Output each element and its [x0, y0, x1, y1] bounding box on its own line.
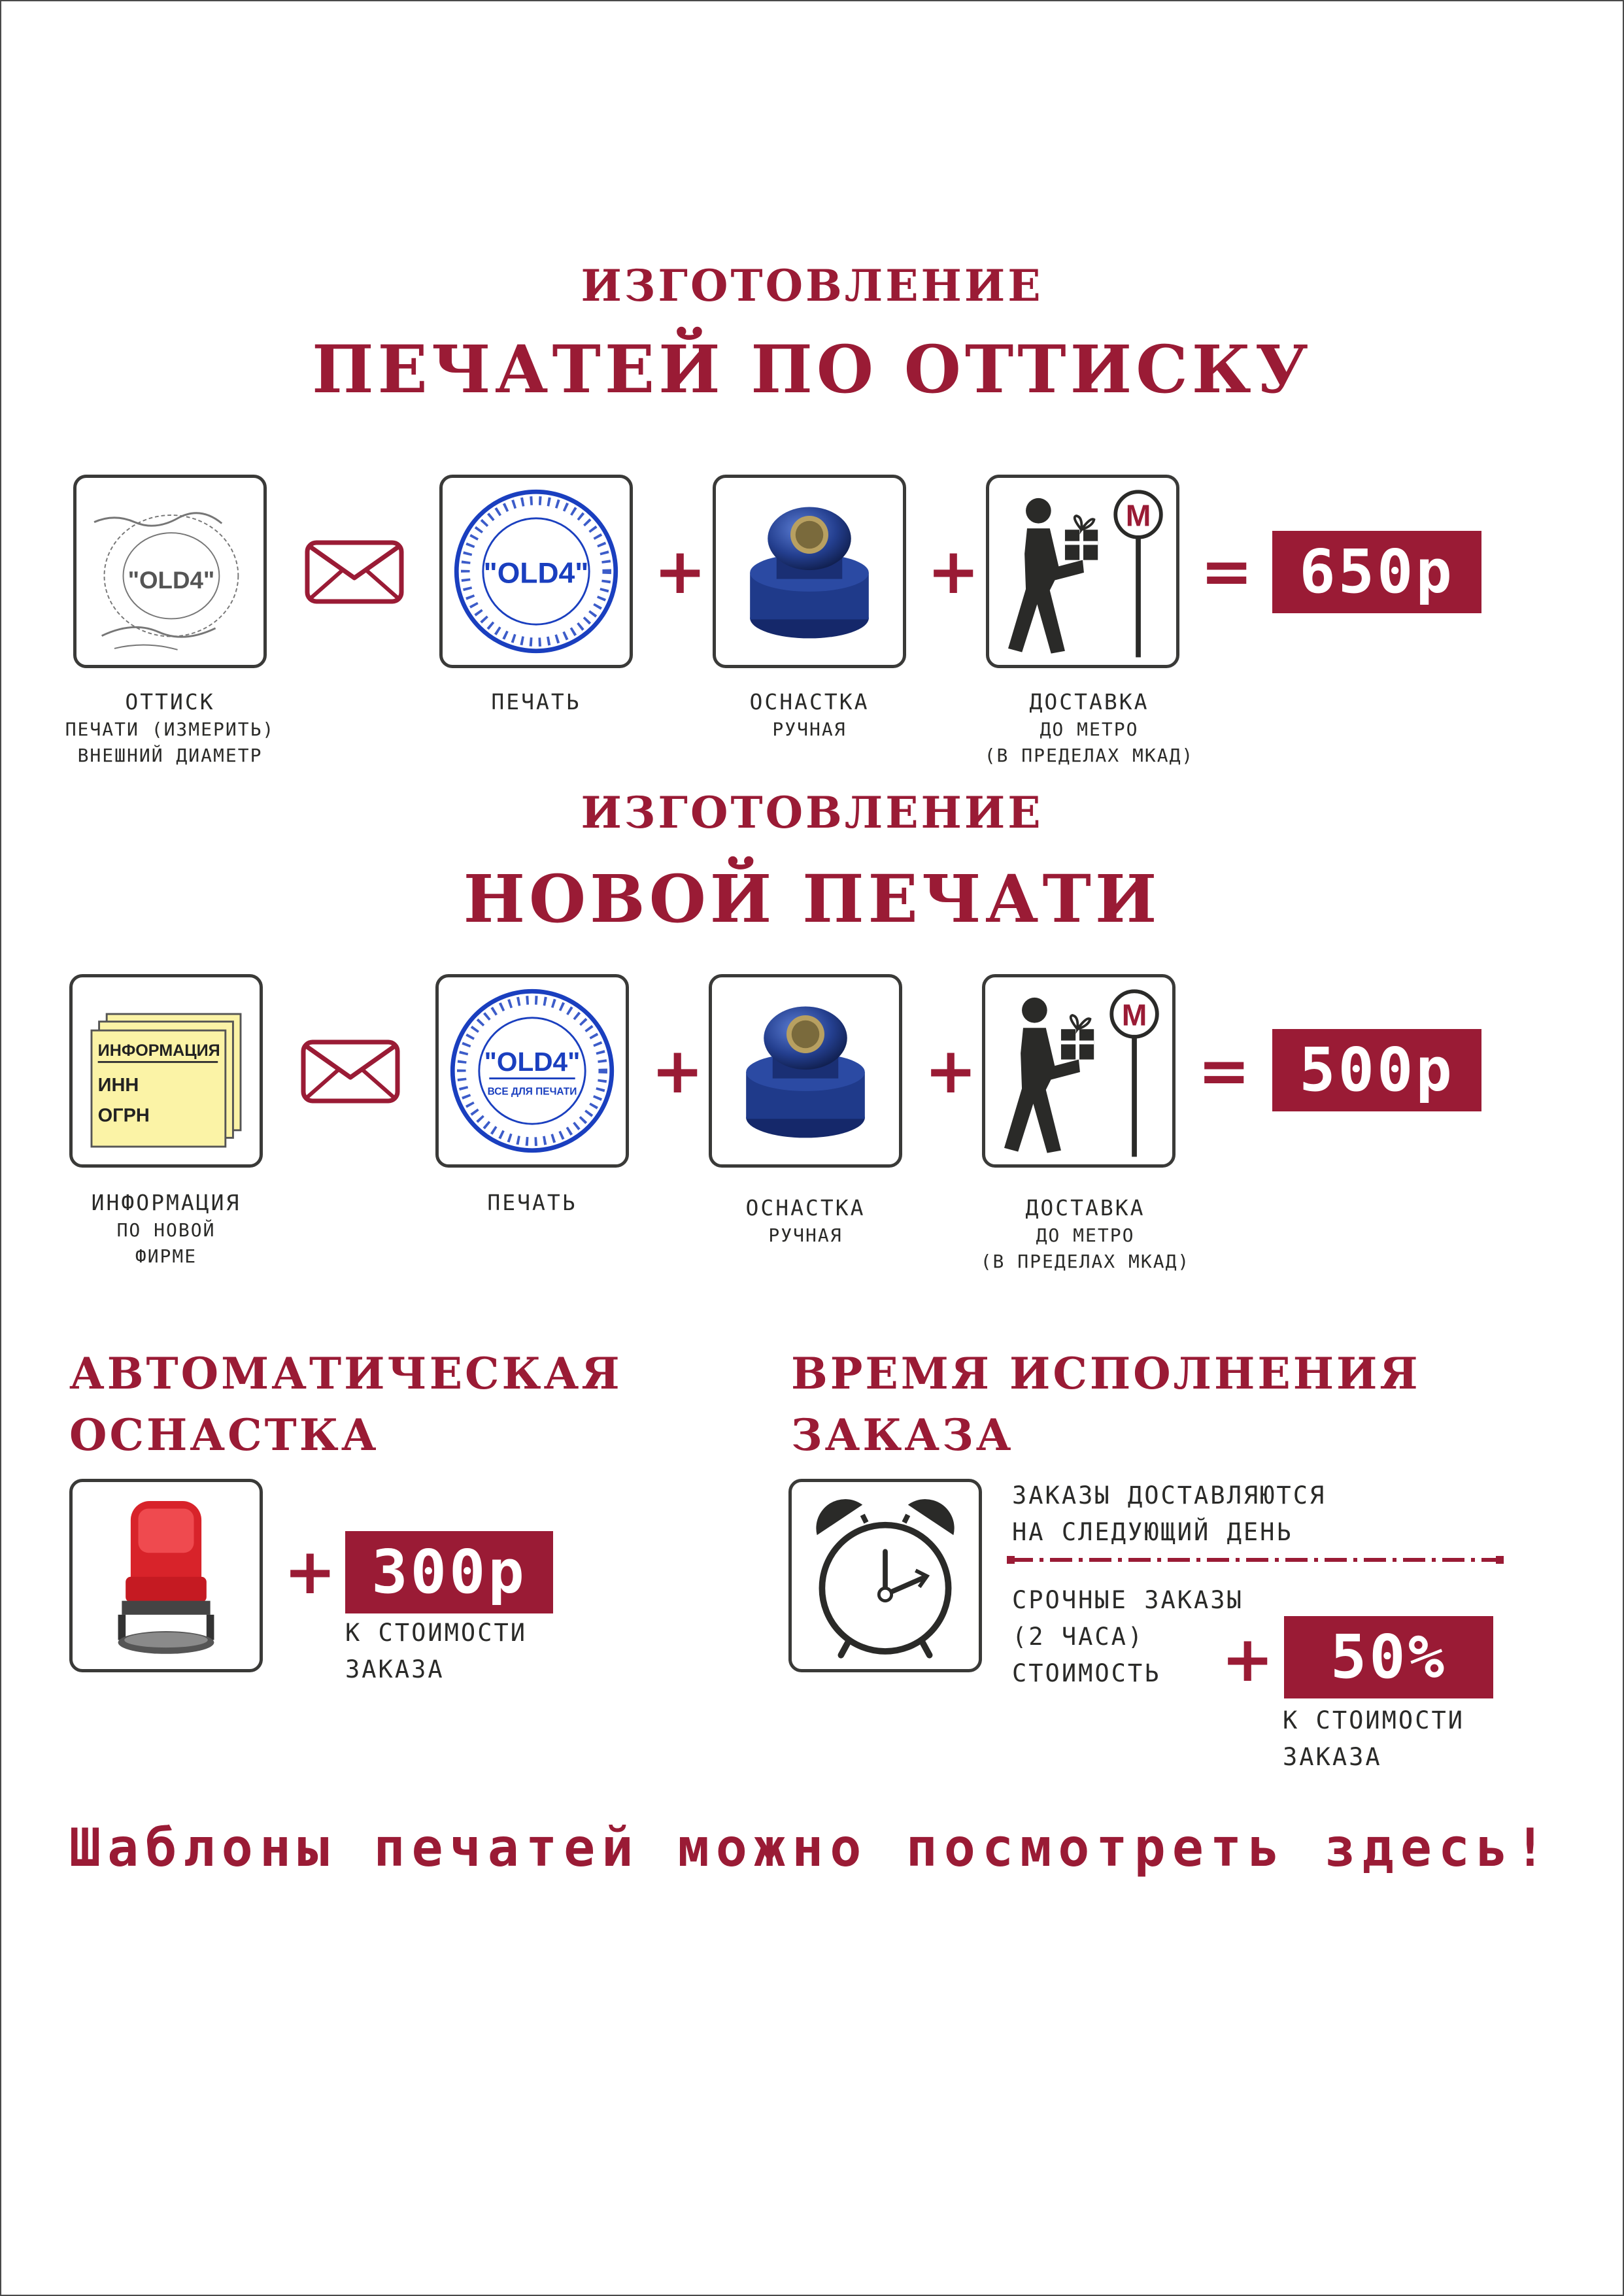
- step-sub: ПО НОВОЙ: [116, 1219, 216, 1241]
- urgent-price-badge: 50%: [1284, 1616, 1493, 1698]
- step-label: ОСНАСТКА: [749, 689, 870, 715]
- step-caption: [952, 688, 1226, 769]
- urgent-note-line3: СТОИМОСТЬ: [1012, 1659, 1161, 1687]
- step-label: ОТТИСК: [125, 689, 215, 715]
- manual-stamp-icon: [716, 478, 903, 665]
- step-caption: [679, 688, 940, 743]
- info-card-line1: ИНН: [97, 1074, 139, 1096]
- step-label: ПЕЧАТЬ: [491, 689, 581, 715]
- stamp-sub-text: ВСЕ ДЛЯ ПЕЧАТИ: [487, 1086, 577, 1098]
- alarm-clock-icon: [792, 1482, 979, 1669]
- envelope-icon: [305, 540, 404, 604]
- metro-letter: М: [1121, 998, 1147, 1032]
- info-cards-icon: [73, 977, 260, 1164]
- envelope-icon: [301, 1039, 400, 1104]
- step-sub: РУЧНАЯ: [772, 718, 847, 740]
- plus-sign: +: [284, 1535, 337, 1608]
- automatic-stamp-icon: [73, 1482, 260, 1669]
- delivery-tile: [986, 475, 1179, 668]
- delivery-tile: [982, 974, 1176, 1168]
- step-caption: [401, 1189, 663, 1217]
- impression-icon: [76, 478, 263, 665]
- impression-stamp-text: "OLD4": [127, 567, 215, 594]
- stamp-tile: [435, 974, 629, 1168]
- info-card-line2: ОГРН: [97, 1105, 150, 1126]
- auto-note-line2: ЗАКАЗА: [345, 1655, 445, 1683]
- step-sub: ДО МЕТРО: [1036, 1224, 1135, 1246]
- equals-sign: =: [1198, 1034, 1251, 1107]
- auto-title: [69, 1343, 622, 1466]
- auto-title-line1: АВТОМАТИЧЕСКАЯ: [69, 1348, 622, 1399]
- step-label: ПЕЧАТЬ: [487, 1190, 577, 1215]
- step-label: ИНФОРМАЦИЯ: [91, 1190, 241, 1215]
- step-label: ДОСТАВКА: [1025, 1195, 1145, 1221]
- delivery-note-line1: ЗАКАЗЫ ДОСТАВЛЯЮТСЯ: [1012, 1481, 1327, 1510]
- plus-sign: +: [927, 535, 980, 608]
- urgent-note: [1012, 1582, 1243, 1692]
- urgent-price-note-line1: К СТОИМОСТИ: [1283, 1706, 1465, 1734]
- auto-stamp-tile: [69, 1479, 263, 1672]
- auto-price-badge: 300р: [345, 1531, 553, 1613]
- metro-letter: М: [1125, 498, 1151, 533]
- auto-note-line1: К СТОИМОСТИ: [345, 1619, 528, 1647]
- time-title-line1: ВРЕМЯ ИСПОЛНЕНИЯ: [791, 1348, 1421, 1399]
- plus-sign: +: [924, 1034, 977, 1107]
- stamp-print-icon: [443, 478, 630, 665]
- stamp-tile: [439, 475, 633, 668]
- step-caption: [675, 1194, 936, 1249]
- equals-sign: =: [1200, 535, 1253, 608]
- plus-sign: +: [654, 535, 707, 608]
- urgent-note-line2: (2 ЧАСА): [1012, 1623, 1145, 1651]
- step-caption: [39, 688, 301, 769]
- plus-sign: +: [651, 1034, 704, 1107]
- section2-title: НОВОЙ ПЕЧАТИ: [463, 860, 1161, 937]
- step-sub: (В ПРЕДЕЛАХ МКАД): [984, 745, 1194, 766]
- divider-line: [1007, 1555, 1504, 1565]
- clock-tile: [788, 1479, 982, 1672]
- impression-tile: [73, 475, 267, 668]
- stamp-center-text: "OLD4": [484, 1047, 581, 1077]
- auto-note: [345, 1615, 527, 1688]
- step-sub: ВНЕШНИЙ ДИАМЕТР: [77, 745, 263, 766]
- step-label: ОСНАСТКА: [745, 1195, 866, 1221]
- urgent-price-note: [1283, 1702, 1464, 1776]
- price-badge: 650р: [1272, 531, 1481, 613]
- courier-icon: [985, 977, 1172, 1164]
- time-title-line2: ЗАКАЗА: [791, 1410, 1014, 1460]
- step-sub: ФИРМЕ: [135, 1245, 197, 1267]
- stamp-center-text: "OLD4": [483, 557, 589, 590]
- courier-icon: [989, 478, 1176, 665]
- delivery-note-line2: НА СЛЕДУЮЩИЙ ДЕНЬ: [1012, 1518, 1293, 1546]
- section1-title: ПЕЧАТЕЙ ПО ОТТИСКУ: [312, 331, 1312, 408]
- auto-title-line2: ОСНАСТКА: [69, 1410, 379, 1460]
- step-label: ДОСТАВКА: [1029, 689, 1149, 715]
- section2-kicker: ИЗГОТОВЛЕНИЕ: [581, 787, 1043, 838]
- time-title: [791, 1343, 1421, 1466]
- section1-kicker: ИЗГОТОВЛЕНИЕ: [581, 260, 1043, 311]
- handle-tile: [709, 974, 902, 1168]
- info-card-title: ИНФОРМАЦИЯ: [97, 1041, 220, 1060]
- step-caption: [405, 688, 667, 717]
- step-sub: ДО МЕТРО: [1040, 718, 1139, 740]
- price-badge: 500р: [1272, 1029, 1481, 1111]
- step-sub: ПЕЧАТИ (ИЗМЕРИТЬ): [65, 718, 275, 740]
- handle-tile: [713, 475, 906, 668]
- step-sub: (В ПРЕДЕЛАХ МКАД): [980, 1251, 1191, 1272]
- step-caption: [948, 1194, 1223, 1275]
- urgent-note-line1: СРОЧНЫЕ ЗАКАЗЫ: [1012, 1586, 1243, 1614]
- stamp-print-icon: [439, 977, 626, 1164]
- step-sub: РУЧНАЯ: [768, 1224, 843, 1246]
- manual-stamp-icon: [712, 977, 899, 1164]
- plus-sign: +: [1221, 1623, 1274, 1696]
- info-tile: [69, 974, 263, 1168]
- urgent-price-note-line2: ЗАКАЗА: [1283, 1743, 1382, 1771]
- delivery-note: [1012, 1477, 1326, 1551]
- templates-link[interactable]: Шаблоны печатей можно посмотреть здесь!: [69, 1817, 1553, 1878]
- step-caption: [35, 1189, 297, 1270]
